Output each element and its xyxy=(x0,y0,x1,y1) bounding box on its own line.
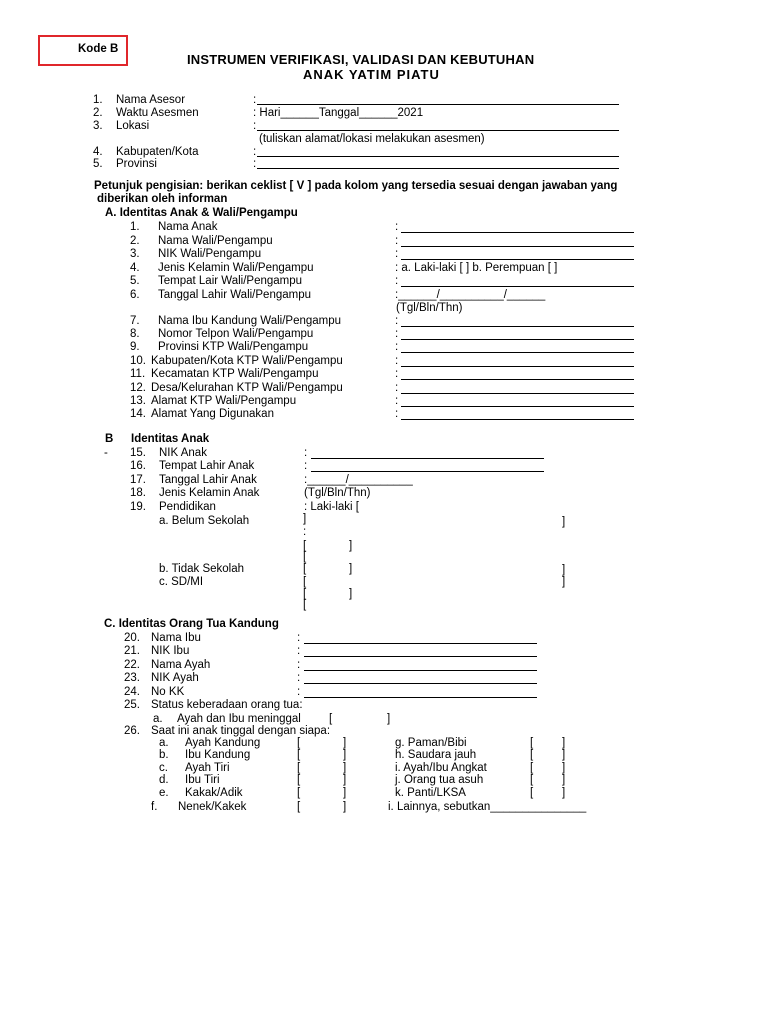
checkbox-open[interactable]: [ xyxy=(530,774,534,786)
checkbox-tidak-sekolah[interactable]: [ xyxy=(303,563,307,575)
item-label: Nama Wali/Pengampu xyxy=(158,235,273,247)
colon: : xyxy=(297,659,301,671)
option-label: Ibu Kandung xyxy=(185,749,251,761)
item-value[interactable]: : a. Laki-laki [ ] b. Perempuan [ ] xyxy=(395,262,558,274)
item-label: NIK Wali/Pengampu xyxy=(158,248,262,260)
checkbox-close[interactable]: ] xyxy=(343,749,347,761)
input-line[interactable] xyxy=(401,379,634,380)
input-line[interactable] xyxy=(304,697,537,698)
input-line[interactable] xyxy=(304,643,537,644)
colon: : xyxy=(395,368,399,380)
colon: : xyxy=(395,221,399,233)
instructions-line-2: diberikan oleh informan xyxy=(97,193,228,205)
colon: : xyxy=(395,355,399,367)
item-number: 19. xyxy=(130,501,146,513)
item-number: 17. xyxy=(130,474,146,486)
checkbox-open[interactable]: [ xyxy=(297,774,301,786)
checkbox-open[interactable]: [ xyxy=(530,762,534,774)
item-label: Jenis Kelamin Wali/Pengampu xyxy=(158,262,314,274)
colon: : xyxy=(253,94,257,106)
item-value[interactable]: :______/__________/______ xyxy=(395,289,546,301)
item-number: 25. xyxy=(124,699,140,711)
item-number: 7. xyxy=(130,315,140,327)
option-letter: a. xyxy=(159,737,169,749)
option-label: g. Paman/Bibi xyxy=(395,737,467,749)
item-value[interactable]: :______/__________ xyxy=(304,474,413,486)
item-label: Kabupaten/Kota KTP Wali/Pengampu xyxy=(151,355,343,367)
item-number: 10. xyxy=(130,355,146,367)
colon: : xyxy=(297,686,301,698)
section-c-heading: C. Identitas Orang Tua Kandung xyxy=(104,618,279,630)
colon: : xyxy=(297,632,301,644)
checkbox-close[interactable]: ] xyxy=(562,737,566,749)
checkbox-ayah-ibu-meninggal[interactable]: [ xyxy=(329,713,333,725)
colon: : xyxy=(304,460,308,472)
input-line[interactable] xyxy=(401,419,634,420)
colon: : xyxy=(303,526,307,538)
input-line[interactable] xyxy=(304,656,537,657)
field-label-kabupaten-kota: Kabupaten/Kota xyxy=(116,146,199,158)
lokasi-note: (tuliskan alamat/lokasi melakukan asesmen) xyxy=(259,133,485,145)
option-letter: c. xyxy=(159,762,168,774)
item-label: Provinsi KTP Wali/Pengampu xyxy=(158,341,309,353)
checkbox-bracket[interactable]: ] xyxy=(562,516,566,528)
item-label: Tanggal Lahir Anak xyxy=(159,474,257,486)
item-label: NIK Ayah xyxy=(151,672,199,684)
item-label: Alamat Yang Digunakan xyxy=(151,408,274,420)
option-letter: f. xyxy=(151,801,158,813)
checkbox-open[interactable]: [ xyxy=(297,787,301,799)
input-line-nama-asesor[interactable] xyxy=(257,104,619,105)
item-number: 15. xyxy=(130,447,146,459)
item-label: NIK Ibu xyxy=(151,645,190,657)
field-label-waktu-asesmen: Waktu Asesmen xyxy=(116,107,199,119)
input-line[interactable] xyxy=(401,246,634,247)
item-value[interactable]: (Tgl/Bln/Thn) xyxy=(304,487,371,499)
option-label: h. Saudara jauh xyxy=(395,749,477,761)
field-value-waktu-asesmen[interactable]: : Hari______Tanggal______2021 xyxy=(253,107,424,119)
option-label: Ibu Tiri xyxy=(185,774,220,786)
colon: : xyxy=(395,248,399,260)
item-label: Tempat Lahir Anak xyxy=(159,460,255,472)
checkbox-bracket[interactable]: ] xyxy=(349,588,353,600)
checkbox-bracket[interactable]: ] xyxy=(349,540,353,552)
input-line[interactable] xyxy=(401,393,634,394)
option-label: i. Lainnya, sebutkan_______________ xyxy=(388,801,587,813)
checkbox-bracket[interactable]: ] xyxy=(387,713,391,725)
option-label: Kakak/Adik xyxy=(185,787,243,799)
input-line[interactable] xyxy=(401,366,634,367)
checkbox-close[interactable]: ] xyxy=(562,749,566,761)
checkbox-close[interactable]: ] xyxy=(343,801,347,813)
item-number: 3. xyxy=(130,248,140,260)
input-line[interactable] xyxy=(401,406,634,407)
item-number: 4. xyxy=(130,262,140,274)
colon: : xyxy=(395,328,399,340)
checkbox-bracket[interactable]: ] xyxy=(303,513,307,525)
title-line-2: ANAK YATIM PIATU xyxy=(303,67,440,82)
option-label: i. Ayah/Ibu Angkat xyxy=(395,762,487,774)
checkbox-bracket[interactable]: ] xyxy=(562,576,566,588)
field-num: 5. xyxy=(93,158,103,170)
item-number: 8. xyxy=(130,328,140,340)
section-a-heading: A. Identitas Anak & Wali/Pengampu xyxy=(105,207,298,219)
item-label: Alamat KTP Wali/Pengampu xyxy=(151,395,297,407)
item-number: 20. xyxy=(124,632,140,644)
colon: : xyxy=(253,158,257,170)
section-b-dash: - xyxy=(104,447,108,459)
option-letter: e. xyxy=(159,787,169,799)
field-num: 2. xyxy=(93,107,103,119)
item-label: NIK Anak xyxy=(159,447,207,459)
colon: : xyxy=(297,672,301,684)
checkbox-open[interactable]: [ xyxy=(530,749,534,761)
item-label: Nama Ibu xyxy=(151,632,201,644)
title-line-1: INSTRUMEN VERIFIKASI, VALIDASI DAN KEBUTUHAN xyxy=(187,52,535,67)
input-line[interactable] xyxy=(401,232,634,233)
colon: : xyxy=(297,645,301,657)
input-line-kabupaten-kota[interactable] xyxy=(257,156,619,157)
option-label: Ayah Tiri xyxy=(185,762,230,774)
item-number: 18. xyxy=(130,487,146,499)
item-label: Nama Ayah xyxy=(151,659,211,671)
option-label: Ayah Kandung xyxy=(185,737,261,749)
item-number: 14. xyxy=(130,408,146,420)
status-option-label: Ayah dan Ibu meninggal xyxy=(177,713,301,725)
item-number: 5. xyxy=(130,275,140,287)
colon: : xyxy=(304,447,308,459)
item-label: Nomor Telpon Wali/Pengampu xyxy=(158,328,314,340)
item-number: 6. xyxy=(130,289,140,301)
item-label: Nama Anak xyxy=(158,221,218,233)
item-number: 1. xyxy=(130,221,140,233)
item-label: Saat ini anak tinggal dengan siapa: xyxy=(151,725,331,737)
item-number: 11. xyxy=(130,368,146,380)
checkbox-bracket[interactable]: ] xyxy=(349,563,353,575)
checkbox-open[interactable]: [ xyxy=(530,737,534,749)
checkbox-open[interactable]: [ xyxy=(297,801,301,813)
colon: : xyxy=(395,395,399,407)
input-line-lokasi[interactable] xyxy=(257,130,619,131)
checkbox-bracket[interactable]: ] xyxy=(562,564,566,576)
checkbox-close[interactable]: ] xyxy=(343,762,347,774)
item-label: Nama Ibu Kandung Wali/Pengampu xyxy=(158,315,342,327)
item-number: 26. xyxy=(124,725,140,737)
input-line[interactable] xyxy=(401,286,634,287)
checkbox-open[interactable]: [ xyxy=(530,787,534,799)
item-number: 23. xyxy=(124,672,140,684)
input-line[interactable] xyxy=(401,339,634,340)
item-number: 9. xyxy=(130,341,140,353)
option-letter: b. xyxy=(159,749,169,761)
item-label: Jenis Kelamin Anak xyxy=(159,487,260,499)
field-num: 4. xyxy=(93,146,103,158)
option-label: k. Panti/LKSA xyxy=(395,787,466,799)
input-line[interactable] xyxy=(401,352,634,353)
checkbox-open[interactable]: [ xyxy=(297,749,301,761)
field-label-nama-asesor: Nama Asesor xyxy=(116,94,186,106)
field-num: 1. xyxy=(93,94,103,106)
input-line[interactable] xyxy=(311,471,544,472)
colon: : xyxy=(395,315,399,327)
instructions-line-1: Petunjuk pengisian: berikan ceklist [ V ] pada kolom yang tersedia sesuai dengan jawaban yang xyxy=(94,180,618,192)
status-option-letter: a. xyxy=(153,713,163,725)
checkbox-sd-mi[interactable]: [ xyxy=(303,576,307,588)
pendidikan-option-tidak-sekolah: b. Tidak Sekolah xyxy=(159,563,245,575)
item-label: No KK xyxy=(151,686,185,698)
section-b-heading: Identitas Anak xyxy=(131,433,210,445)
checkbox-close[interactable]: ] xyxy=(343,737,347,749)
pendidikan-option-sd-mi: c. SD/MI xyxy=(159,576,204,588)
colon: : xyxy=(395,341,399,353)
checkbox-belum-sekolah[interactable]: [ xyxy=(303,540,307,552)
item-number: 2. xyxy=(130,235,140,247)
input-line[interactable] xyxy=(311,458,544,459)
item-number: 24. xyxy=(124,686,140,698)
input-line-provinsi[interactable] xyxy=(257,168,619,169)
checkbox-bracket[interactable]: [ xyxy=(303,588,307,600)
item-number: 13. xyxy=(130,395,146,407)
input-line[interactable] xyxy=(401,326,634,327)
checkbox-open[interactable]: [ xyxy=(297,737,301,749)
checkbox-close[interactable]: ] xyxy=(343,774,347,786)
checkbox-close[interactable]: ] xyxy=(343,787,347,799)
checkbox-close[interactable]: ] xyxy=(562,762,566,774)
item-number: 16. xyxy=(130,460,146,472)
item-label: Status keberadaan orang tua: xyxy=(151,699,303,711)
item-number: 21. xyxy=(124,645,140,657)
item-label: Desa/Kelurahan KTP Wali/Pengampu xyxy=(151,382,343,394)
pendidikan-option-belum-sekolah: a. Belum Sekolah xyxy=(159,515,250,527)
field-label-provinsi: Provinsi xyxy=(116,158,157,170)
checkbox-close[interactable]: ] xyxy=(562,787,566,799)
item-note: (Tgl/Bln/Thn) xyxy=(396,302,463,314)
field-num: 3. xyxy=(93,120,103,132)
item-value[interactable]: : Laki-laki [ xyxy=(304,501,359,513)
kode-label: Kode B xyxy=(78,43,119,55)
section-b-letter: B xyxy=(105,433,114,445)
colon: : xyxy=(253,146,257,158)
item-label: Tempat Lair Wali/Pengampu xyxy=(158,275,303,287)
item-number: 22. xyxy=(124,659,140,671)
input-line[interactable] xyxy=(304,683,537,684)
item-label: Pendidikan xyxy=(159,501,216,513)
input-line[interactable] xyxy=(304,670,537,671)
item-number: 12. xyxy=(130,382,146,394)
colon: : xyxy=(395,235,399,247)
checkbox-close[interactable]: ] xyxy=(562,774,566,786)
input-line[interactable] xyxy=(401,259,634,260)
option-label: Nenek/Kakek xyxy=(178,801,247,813)
colon: : xyxy=(395,408,399,420)
field-label-lokasi: Lokasi xyxy=(116,120,150,132)
item-label: Kecamatan KTP Wali/Pengampu xyxy=(151,368,319,380)
colon: : xyxy=(395,382,399,394)
colon: : xyxy=(395,275,399,287)
colon: : xyxy=(253,120,257,132)
checkbox-bracket[interactable]: [ xyxy=(303,599,307,611)
option-label: j. Orang tua asuh xyxy=(395,774,484,786)
checkbox-open[interactable]: [ xyxy=(297,762,301,774)
item-label: Tanggal Lahir Wali/Pengampu xyxy=(158,289,311,301)
option-letter: d. xyxy=(159,774,169,786)
checkbox-bracket[interactable]: [ xyxy=(303,551,307,563)
